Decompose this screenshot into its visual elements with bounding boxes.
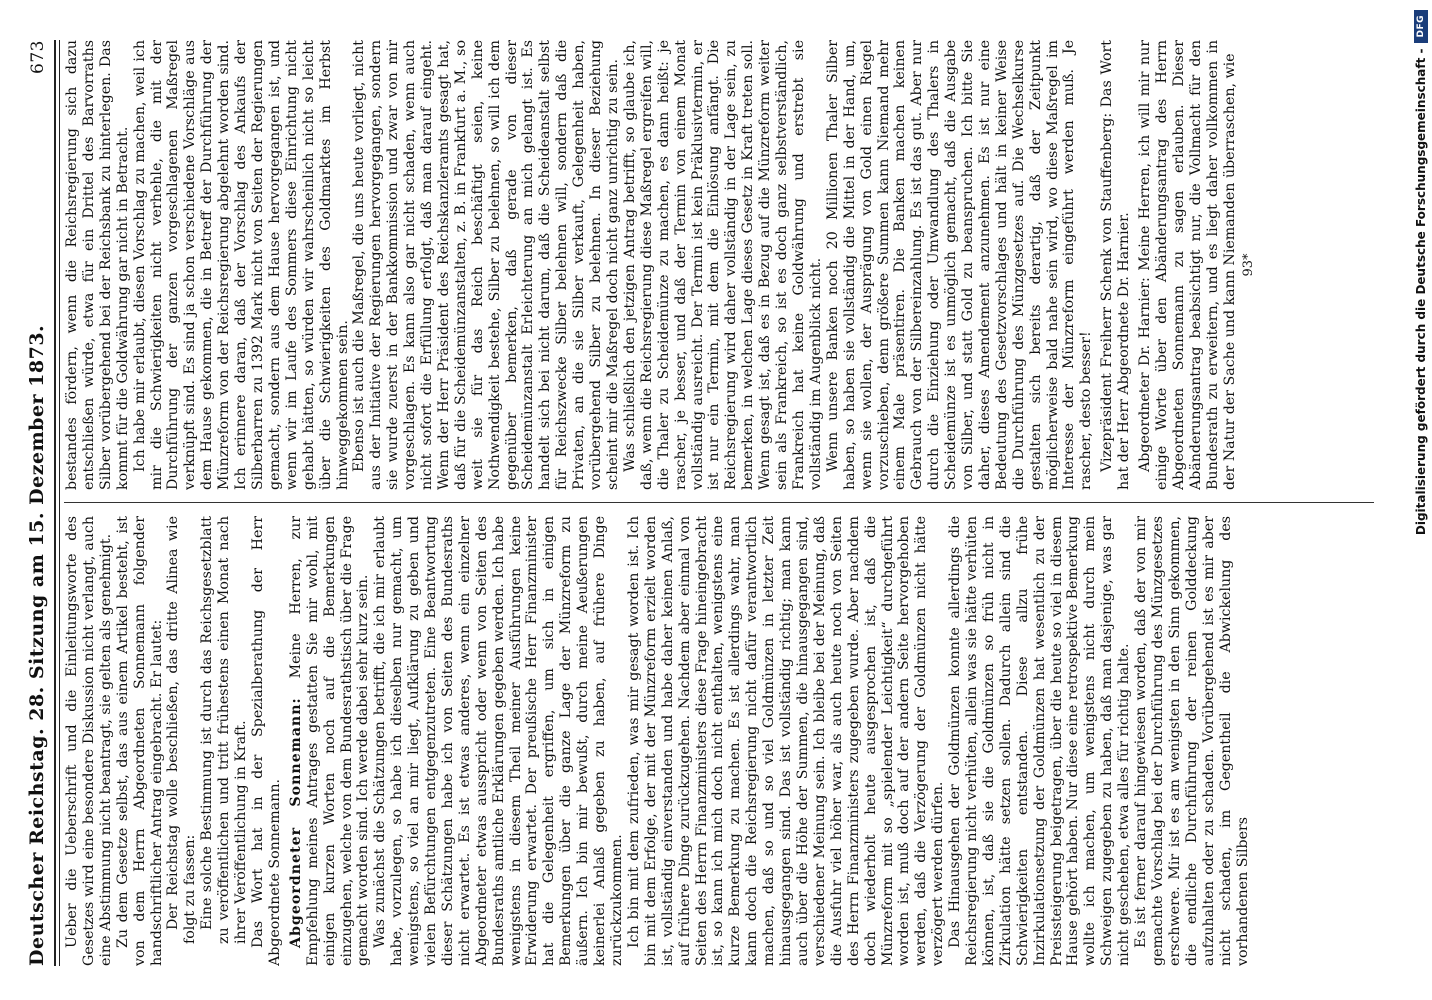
- watermark-text-row: [1410, 10, 1432, 870]
- column-right: [64, 40, 1374, 490]
- text-columns: [64, 40, 1374, 966]
- paragraph: Das Hinausgehen der Goldmünzen konnte allerdings die Reichsregierung nicht verhüten, allein was sie hätte verhüten können, ist, daß sie die Goldmünzen so früh nicht in Zirkulation hätte setzen sollen. Dadurch allein sind die Schwierigkeiten entstanden. Diese allzu frühe Inzirkulationsetzung der Goldmünzen hat wesentlich zu der Preissteigerung beigetragen, über die heute so viel in diesem Hause gehört haben. Nur diese eine retrospektive Bemerkung wollte ich machen, um wenigstens nicht durch mein Schweigen zugegeben zu haben, daß man dasjenige, was gar nicht geschehen, etwa alles für richtig halte.: [947, 516, 1133, 966]
- paragraph: Ich bin mit dem zufrieden, was mir gesagt worden ist. Ich bin mit dem Erfolge, der mit der Münzreform erzielt worden ist, vollständig einverstanden und habe daher keinen Anlaß, auf frühere Dinge zurückzugehen. Nachdem aber einmal von Seiten des Herrn Finanzministers diese Frage hineingebracht ist, so kann ich mich doch nicht enthalten, wenigstens eine kurze Bemerkung zu machen. Es ist allerdings wahr, man kann doch die Reichsregierung nicht dafür verantwortlich machen, daß so und so viel Goldmünzen in letzter Zeit hinausgegangen sind. Das ist vollständig richtig; man kann auch über die Höhe der Summen, die hinausgegangen sind, verschiedener Meinung sein. Ich bleibe bei der Meinung, daß die Ausfuhr viel höher war, als auch heute noch von Seiten des Herrn Finanzministers zugegeben wurde. Aber nachdem doch wiederholt heute ausgesprochen ist, daß die Münzreform mit so „spielender Leichtigkeit“ durchgeführt worden ist, muß doch auf der andern Seite hervorgehoben werden, daß die Verzögerung der Goldmünzen nicht hätte verzögert werden dürfen.: [625, 516, 947, 966]
- speech-text: Meine Herren, zur Empfehlung meines Antrages gestatten Sie mir wohl, mit einigen kurzen Worten noch auf die Bemerkungen einzugehen, welche von dem Bundesrathstisch über die Frage gemacht worden sind. Ich werde dabei sehr kurz sein.: [287, 516, 372, 966]
- motion-text: Eine solche Bestimmung ist durch das Reichsgesetzblatt zu veröffentlichen und tritt frühestens einen Monat nach ihrer Veröffentlichung in Kraft.: [199, 516, 250, 944]
- paragraph-vizepraesident: Vizepräsident Freiherr Schenk von Stauffenberg: Das Wort hat der Herr Abgeordnete Dr. Harnier.: [1099, 40, 1133, 490]
- paragraph: Wenn unsere Banken noch 20 Millionen Thaler Silber haben, so haben sie vollständig die Mittel in der Hand, um, wenn sie wollen, der Ausprägung von Gold einen Riegel vorzuschieben, denn größere Summen kann Niemand mehr einem Male präsentiren. Die Banken machen keinen Gebrauch von der Silbereinzahlung. Es ist das gut. Aber nur durch die Einziehung oder Umwandlung des Thalers in Scheidemünze ist es unmöglich gemacht, daß die Ausgabe von Silber, und statt Gold zu beanspruchen. Ich bitte Sie daher, dieses Amendement anzunehmen. Es ist nur eine Bedeutung des Gesetzvorschlages und hält in keiner Weise die Durchführung des Münzgesetzes auf. Die Wechselkurse gestalten sich bereits derartig, daß der Zeitpunkt möglicherweise bald nahe sein wird, wo diese Maßregel im Interesse der Münzreform eingeführt werden muß. Je rascher, desto besser!: [824, 40, 1095, 490]
- paragraph: Ueber die Ueberschrift und die Einleitungsworte des Gesetzes wird eine besondere Diskussion nicht verlangt, auch eine Abstimmung nicht beantragt, sie gelten als genehmigt.: [64, 516, 114, 966]
- digitization-watermark: [1406, 0, 1432, 1000]
- paragraph: Ebenso ist auch die Maßregel, die uns heute vorliegt, nicht aus der Initiative der Regierungen hervorgegangen, sondern sie wurde zuerst in der Bankkommission und zwar von mir vorgeschlagen. Es kann also gar nicht schaden, wenn auch nicht sofort die Erfüllung erfolgt, daß man darauf eingeht. Wenn der Herr Präsident des Reichskanzleramts gesagt hat, daß für die Scheidemünzanstalten, z. B. in Frankfurt a. M., so weit sie für das Reich beschäftigt seien, keine Nothwendigkeit bestehe, Silber zu belehnen, so will ich dem gegenüber bemerken, daß gerade von dieser Scheidemünzanstalt Erleichterung an mich gelangt ist. Es handelt sich bei nicht darum, daß die Scheideanstalt selbst für Reichszwecke Silber belehnen will, sondern daß die Privaten, an die sie Silber verkauft, Gelegenheit haben, vorübergehend Silber zu belehnen. In dieser Beziehung scheint mir die Maßregel doch nicht ganz unrichtig zu sein.: [351, 40, 621, 490]
- paragraph: Was schließlich den jetzigen Antrag betrifft, so glaube ich, daß, wenn die Reichsregierung diese Maßregel ergreifen will, die Thaler zu Scheidemünze zu machen, es dann heißt: je rascher, je besser, und daß der Termin von einem Monat vollständig ausreicht. Der Termin ist kein Präklusivtermin, er ist nur ein Termin, mit dem die Einlösung anfängt. Die Reichsregierung wird daher vollständig in der Lage sein, zu bemerken, in welchen Lage dieses Gesetz in Kraft treten soll. Wenn gesagt ist, daß es in Bezug auf die Münzreform weiter sein als Frankreich, so ist es doch ganz selbstverständlich, Frankreich hat keine Goldwährung und erstrebt sie vollständig im Augenblick nicht.: [621, 40, 824, 490]
- header-rule: [54, 40, 60, 966]
- paragraph: Es ist ferner darauf hingewiesen worden, daß der von mir gemachte Vorschlag bei der Durchführung des Münzgesetzes erschwere. Mir ist es am wenigsten in den Sinn gekommen, die endliche Durchführung der reinen Golddeckung aufzuhalten oder zu schaden. Vorübergehend ist es mir aber nicht schaden, im Gegentheil die Abwickelung des vorhandenen Silbers: [1133, 516, 1251, 966]
- page-number: 673: [28, 40, 48, 74]
- paragraph: Ich habe mir erlaubt, diesen Vorschlag zu machen, weil ich mir die Schwierigkeiten nicht verhehle, die mit der Durchführung der ganzen vorgeschlagenen Maßregel verknüpft sind. Es sind ja schon verschiedene Vorschläge aus dem Hause gekommen, die in Betreff der Durchführung der Münzreform von der Reichsregierung abgelehnt worden sind. Ich erinnere daran, daß der Vorschlag des Ankaufs der Silberbarren zu 1392 Mark nicht von Seiten der Regierungen gemacht, sondern aus dem Hause hervorgegangen ist, und wenn wir im Laufe des Sommers diese Einrichtung nicht gehabt hätten, so würden wir wahrscheinlich nicht so leicht über die Schwierigkeiten des Goldmarktes im Herbst hinweggekommen sein.: [131, 40, 351, 490]
- paragraph-harnier: Abgeordneter Dr. Harnier: Meine Herren, ich will mir nur einige Worte über den Abänderungsantrag des Herrn Abgeordneten Sonnemann zu sagen erlauben. Dieser Abänderungsantrag beabsichtigt nur, die Vollmacht für den Bundesrath zu erweitern, und es liegt daher vollkommen in der Natur der Sache und kann Niemanden überraschen, wie: [1137, 40, 1238, 490]
- page-header-title: Deutscher Reichstag. 28. Sitzung am 15. Dezember 1873.: [26, 324, 48, 966]
- page-header: [22, 40, 48, 966]
- column-divider: [64, 502, 1374, 503]
- paragraph: Zu dem Gesetze selbst, das aus einem Artikel besteht, ist von dem Herrn Abgeordneten Sonnemann folgender handschriftlicher Antrag eingebracht. Er lautet:: [114, 516, 165, 966]
- paragraph: Was zunächst die Schätzungen betrifft, die ich mir erlaubt habe, vorzulegen, so habe ich dieselben nur gemacht, um wenigstens, so viel an mir liegt, Aufklärung zu geben und vielen Befürchtungen entgegenzutreten. Eine Beantwortung dieser Schätzungen habe ich von Seiten des Bundesraths nicht erwartet. Es ist etwas anderes, wenn ein einzelner Abgeordneter etwas ausspricht oder wenn von Seiten des Bundesraths amtliche Erklärungen gegeben werden. Ich habe wenigstens in diesem Theil meiner Ausführungen keine Erwiderung erwartet. Der preußische Herr Finanzminister hat die Gelegenheit ergriffen, um sich in einigen Bemerkungen über die ganze Lage der Münzreform zu äußern. Ich bin mir bewußt, durch meine Aeußerungen keinerlei Anlaß gegeben zu haben, auf frühere Dinge zurückzukommen.: [372, 516, 625, 966]
- dfg-logo-badge: DFG: [1414, 10, 1428, 43]
- watermark-text: Digitalisierung gefördert durch die Deutsche Forschungsgemeinschaft -: [1414, 48, 1428, 536]
- speaker-name: Abgeordneter Sonnemann:: [287, 697, 304, 948]
- column-left: [64, 516, 1374, 966]
- paragraph: bestandes fördern, wenn die Reichsregierung sich dazu entschließen würde, etwa für ein Drittel des Barvorraths Silber vorübergehend bei der Reichsbank zu hinterlegen. Das kommt für die Goldwährung gar nicht in Betracht.: [64, 40, 131, 490]
- signature-mark: 93*: [1240, 253, 1256, 277]
- speech-paragraph: [288, 516, 373, 966]
- motion-intro: Der Reichstag wolle beschließen, das dritte Alinea wie folgt zu fassen:: [165, 516, 199, 944]
- paragraph: Das Wort hat in der Spezialberathung der Herr Abgeordnete Sonnemann.: [249, 516, 283, 966]
